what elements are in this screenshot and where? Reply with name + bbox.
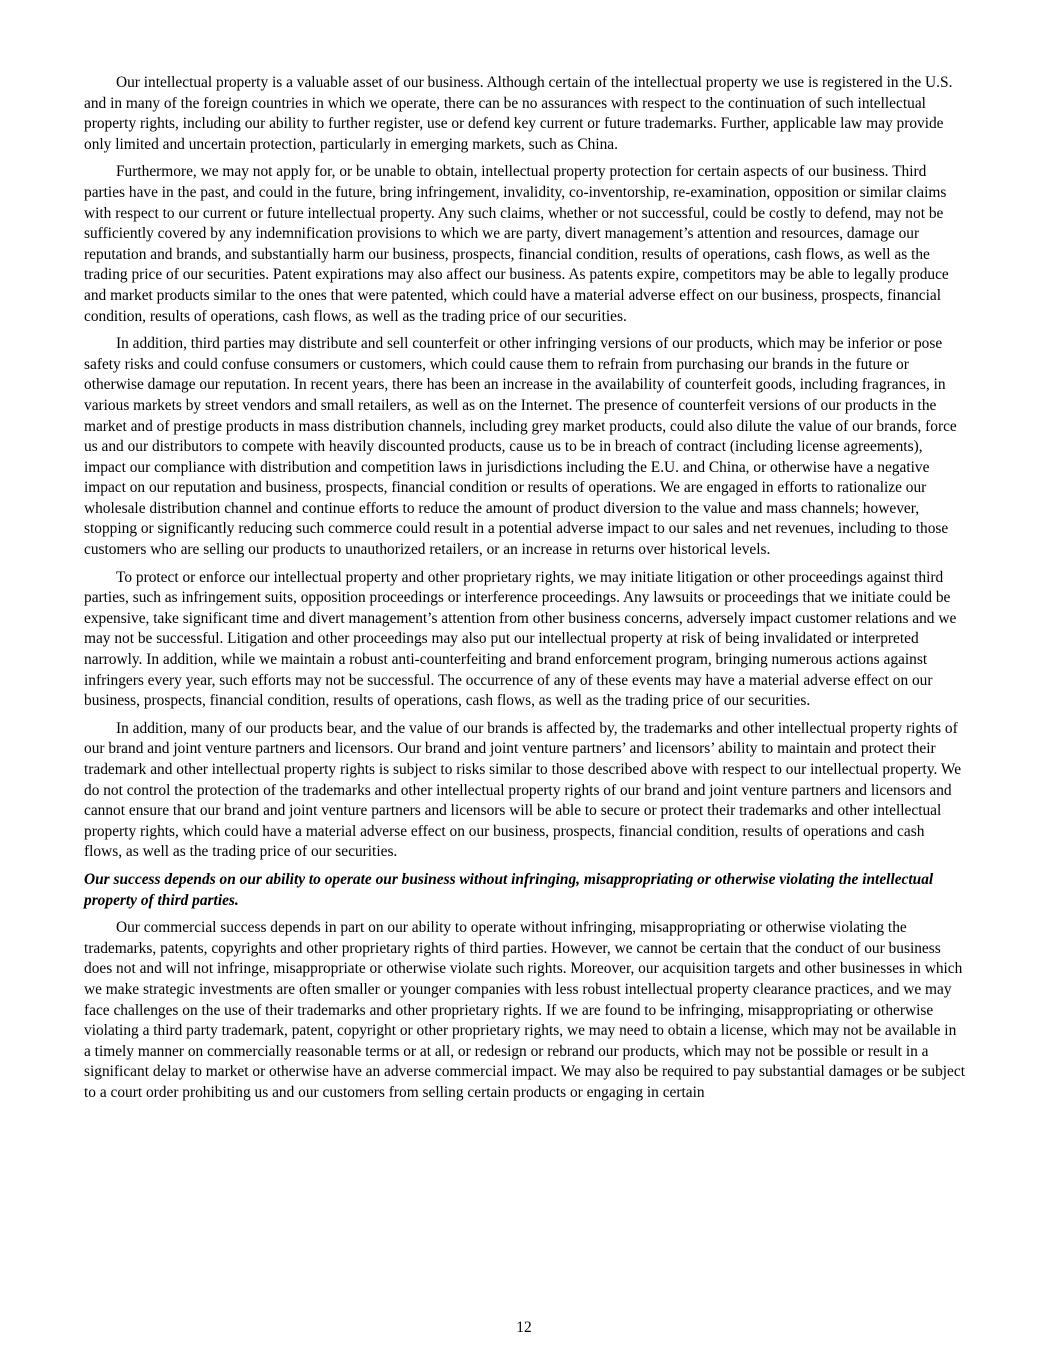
- paragraph-litigation-enforcement: To protect or enforce our intellectual property and other proprietary rights, we may initiate litigation or other proceedings against third parties, such as infringement suits, opposition proceedings or interference proceedings. Any lawsuits or proceedings that we initiate could be expensive, take significant time and divert management’s attention from other business concerns, adversely impact customer relations and we may not be successful. Litigation and other proceedings may also put our intellectual property at risk of being invalidated or interpreted narrowly. In addition, while we maintain a robust anti-counterfeiting and brand enforcement program, bringing numerous actions against infringers every year, such efforts may not be successful. The occurrence of any of these events may have a material adverse effect on our business, prospects, financial condition, results of operations, cash flows, as well as the trading price of our securities.: [84, 568, 957, 710]
- paragraph-ip-valuable-asset: Our intellectual property is a valuable asset of our business. Although certain of the intellectual property we use is registered in the U.S. and in many of the foreign countries in which we operate, there can be no assurances with respect to the continuation of such intellectual property rights, including our ability to further register, use or defend key current or future trademarks. Further, applicable law may provide only limited and uncertain protection, particularly in emerging markets, such as China.: [84, 74, 953, 153]
- document-page: [84, 73, 966, 1111]
- page-number: 12: [516, 1319, 532, 1336]
- paragraph-partner-licensor-rights: In addition, many of our products bear, and the value of our brands is affected by, the trademarks and other intellectual property rights of our brand and joint venture partners and licensors. Our brand and joint venture partners’ and licensors’ ability to maintain and protect their trademark and other intellectual property rights is subject to risks similar to those described above with respect to our intellectual property. We do not control the protection of the trademarks and other intellectual property rights of our brand and joint venture partners and licensors and cannot ensure that our brand and joint venture partners and licensors will be able to secure or protect their trademarks and other intellectual property rights, which could have a material adverse effect on our business, prospects, financial condition, results of operations and cash flows, as well as the trading price of our securities.: [84, 719, 962, 861]
- paragraph-ip-protection-claims: Furthermore, we may not apply for, or be unable to obtain, intellectual property protection for certain aspects of our business. Third parties have in the past, and could in the future, bring infringement, invalidity, co-inventorship, re-examination, opposition or similar claims with respect to our current or future intellectual property. Any such claims, whether or not successful, could be costly to defend, may not be sufficiently covered by any indemnification provisions to which we are party, divert management’s attention and resources, damage our reputation and brands, and substantially harm our business, prospects, financial condition, results of operations, cash flows, as well as the trading price of our securities. Patent expirations may also affect our business. As patents expire, competitors may be able to legally produce and market products similar to the ones that were patented, which could have a material adverse effect on our business, prospects, financial condition, results of operations, cash flows, as well as the trading price of our securities.: [84, 163, 949, 325]
- paragraph-counterfeit-products: In addition, third parties may distribute and sell counterfeit or other infringing versions of our products, which may be inferior or pose safety risks and could confuse consumers or customers, which could cause them to refrain from purchasing our brands in the future or otherwise damage our reputation. In recent years, there has been an increase in the availability of counterfeit goods, including fragrances, in various markets by street vendors and small retailers, as well as on the Internet. The presence of counterfeit versions of our products in the market and of prestige products in mass distribution channels, including grey market products, could also dilute the value of our brands, force us and our distributors to compete with heavily discounted products, cause us to be in breach of contract (including license agreements), impact our compliance with distribution and competition laws in jurisdictions including the E.U. and China, or otherwise have a negative impact on our reputation and business, prospects, financial condition or results of operations. We are engaged in efforts to rationalize our wholesale distribution channel and continue efforts to reduce the amount of product diversion to the value and mass channels; however, stopping or significantly reducing such commerce could result in a potential adverse impact to our sales and net revenues, including to those customers who are selling our products to unauthorized retailers, or an increase in returns over historical levels.: [84, 335, 957, 559]
- section-heading-third-party-ip: Our success depends on our ability to operate our business without infringing, misappropriating or otherwise violating the intellectual property of third parties.: [84, 870, 934, 909]
- paragraph-commercial-success: Our commercial success depends in part on our ability to operate without infringing, misappropriating or otherwise violating the trademarks, patents, copyrights and other proprietary rights of third parties. However, we cannot be certain that the conduct of our business does not and will not infringe, misappropriate or otherwise violate such rights. Moreover, our acquisition targets and other businesses in which we make strategic investments are often smaller or younger companies with less robust intellectual property clearance practices, and we may face challenges on the use of their trademarks and other proprietary rights. If we are found to be infringing, misappropriating or otherwise violating a third party trademark, patent, copyright or other proprietary rights, we may need to obtain a license, which may not be available in a timely manner on commercially reasonable terms or at all, or redesign or rebrand our products, which may not be possible or result in a significant delay to market or otherwise have an adverse commercial impact. We may also be required to pay substantial damages or be subject to a court order prohibiting us and our customers from selling certain products or engaging in certain: [84, 919, 965, 1101]
